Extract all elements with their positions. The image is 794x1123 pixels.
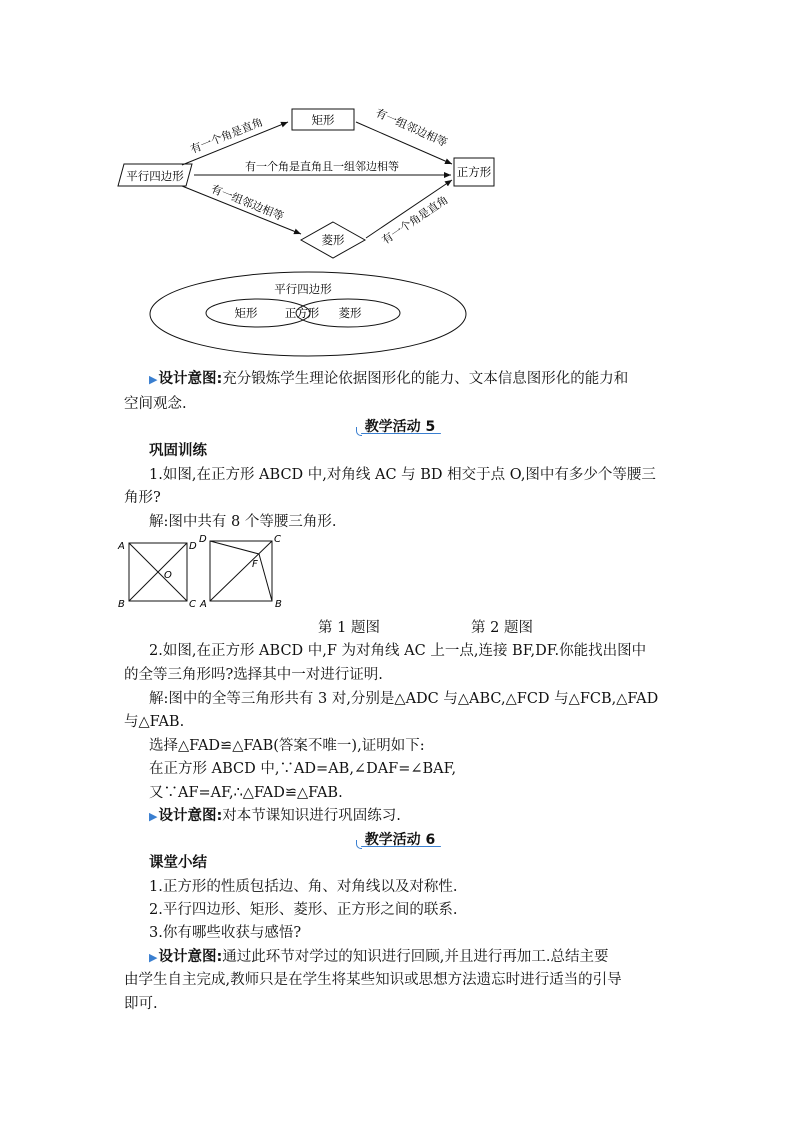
venn-outer-label: 平行四边形	[274, 282, 332, 296]
question1-line2: 角形?	[124, 490, 161, 506]
triangle-bullet-icon: ▶	[149, 373, 158, 386]
design-intent-3-line3: 即可.	[124, 996, 158, 1012]
answer2-line1: 解:图中的全等三角形共有 3 对,分别是△ADC 与△ABC,△FCD 与△FCB,△FAD	[149, 691, 659, 707]
quadrilateral-relationship-diagram	[0, 0, 794, 270]
answer2-line2: 与△FAB.	[124, 714, 185, 730]
activity5-subtitle: 巩固训练	[149, 443, 207, 459]
activity6-heading-underline	[361, 846, 441, 847]
design-intent-1-line1	[149, 369, 628, 390]
activity5-heading-hook	[356, 427, 362, 436]
figure2-caption: 第 2 题图	[471, 620, 533, 636]
figure1-label-a: A	[118, 541, 125, 552]
question2-line1: 2.如图,在正方形 ABCD 中,F 为对角线 AC 上一点,连接 BF,DF.你能找出图中	[149, 643, 647, 659]
geometry-figures	[0, 530, 794, 615]
square-label: 正方形	[456, 165, 492, 179]
summary-item3: 3.你有哪些收获与感悟?	[149, 925, 302, 941]
figure2-diagonal-ac	[210, 541, 272, 601]
design-intent-label: 设计意图:	[158, 371, 223, 387]
design-intent-3-line1	[149, 947, 609, 968]
figure1-label-b: B	[118, 599, 125, 610]
triangle-bullet-icon: ▶	[149, 810, 158, 823]
figure1-caption: 第 1 题图	[318, 620, 380, 636]
edge-label-para-rect: 有一个角是直角	[188, 115, 265, 157]
proof-line3: 又∵AF=AF,∴△FAD≌△FAB.	[149, 785, 343, 801]
figure1-label-c: C	[189, 599, 196, 610]
venn-diagram	[0, 270, 794, 360]
venn-left-label: 矩形	[234, 306, 258, 320]
design-intent-2	[149, 806, 401, 827]
design-intent-1-line2: 空间观念.	[124, 396, 187, 412]
design-intent-3-line2: 由学生自主完成,教师只是在学生将某些知识或思想方法遗忘时进行适当的引导	[124, 972, 622, 988]
parallelogram-label: 平行四边形	[126, 169, 184, 183]
rectangle-label: 矩形	[311, 113, 335, 127]
activity6-heading-hook	[356, 840, 362, 849]
activity6-subtitle: 课堂小结	[149, 855, 207, 871]
proof-line2: 在正方形 ABCD 中,∵AD=AB,∠DAF=∠BAF,	[149, 761, 457, 777]
figure2-label-f: F	[252, 559, 258, 570]
figure2-label-d: D	[199, 534, 207, 545]
activity5-heading: 教学活动 5	[364, 419, 436, 435]
edge-label-rhombus-square: 有一个角是直角	[379, 193, 451, 248]
figure2-segment-bf	[259, 554, 272, 601]
question1-line1: 1.如图,在正方形 ABCD 中,对角线 AC 与 BD 相交于点 O,图中有多少个等腰三	[149, 467, 656, 483]
activity6-heading: 教学活动 6	[364, 832, 436, 848]
question2-line2: 的全等三角形吗?选择其中一对进行证明.	[124, 667, 383, 683]
rhombus-label: 菱形	[321, 233, 345, 247]
triangle-bullet-icon: ▶	[149, 951, 158, 964]
figure2-label-b: B	[275, 599, 282, 610]
venn-right-label: 菱形	[338, 306, 362, 320]
figure1-label-o: O	[164, 570, 172, 581]
edge-label-para-rhombus: 有一组邻边相等	[209, 182, 286, 224]
summary-item1: 1.正方形的性质包括边、角、对角线以及对称性.	[149, 879, 458, 895]
design-intent-text: 通过此环节对学过的知识进行回顾,并且进行再加工.总结主要	[222, 949, 609, 965]
design-intent-label: 设计意图:	[158, 808, 223, 824]
venn-center-label: 正方形	[284, 306, 320, 320]
activity5-heading-underline	[361, 433, 441, 434]
design-intent-label: 设计意图:	[158, 949, 223, 965]
edge-label-para-square: 有一个角是直角且一组邻边相等	[245, 160, 399, 173]
edge-label-rect-square: 有一组邻边相等	[373, 106, 450, 150]
design-intent-text: 充分锻炼学生理论依据图形化的能力、文本信息图形化的能力和	[222, 371, 629, 387]
proof-line1: 选择△FAD≌△FAB(答案不唯一),证明如下:	[149, 738, 425, 754]
figure2-label-a: A	[200, 599, 207, 610]
figure2-segment-df	[210, 541, 259, 554]
figure1-label-d: D	[189, 541, 197, 552]
design-intent-text: 对本节课知识进行巩固练习.	[222, 808, 401, 824]
answer1: 解:图中共有 8 个等腰三角形.	[149, 514, 337, 530]
figure2-label-c: C	[274, 534, 281, 545]
summary-item2: 2.平行四边形、矩形、菱形、正方形之间的联系.	[149, 902, 458, 918]
